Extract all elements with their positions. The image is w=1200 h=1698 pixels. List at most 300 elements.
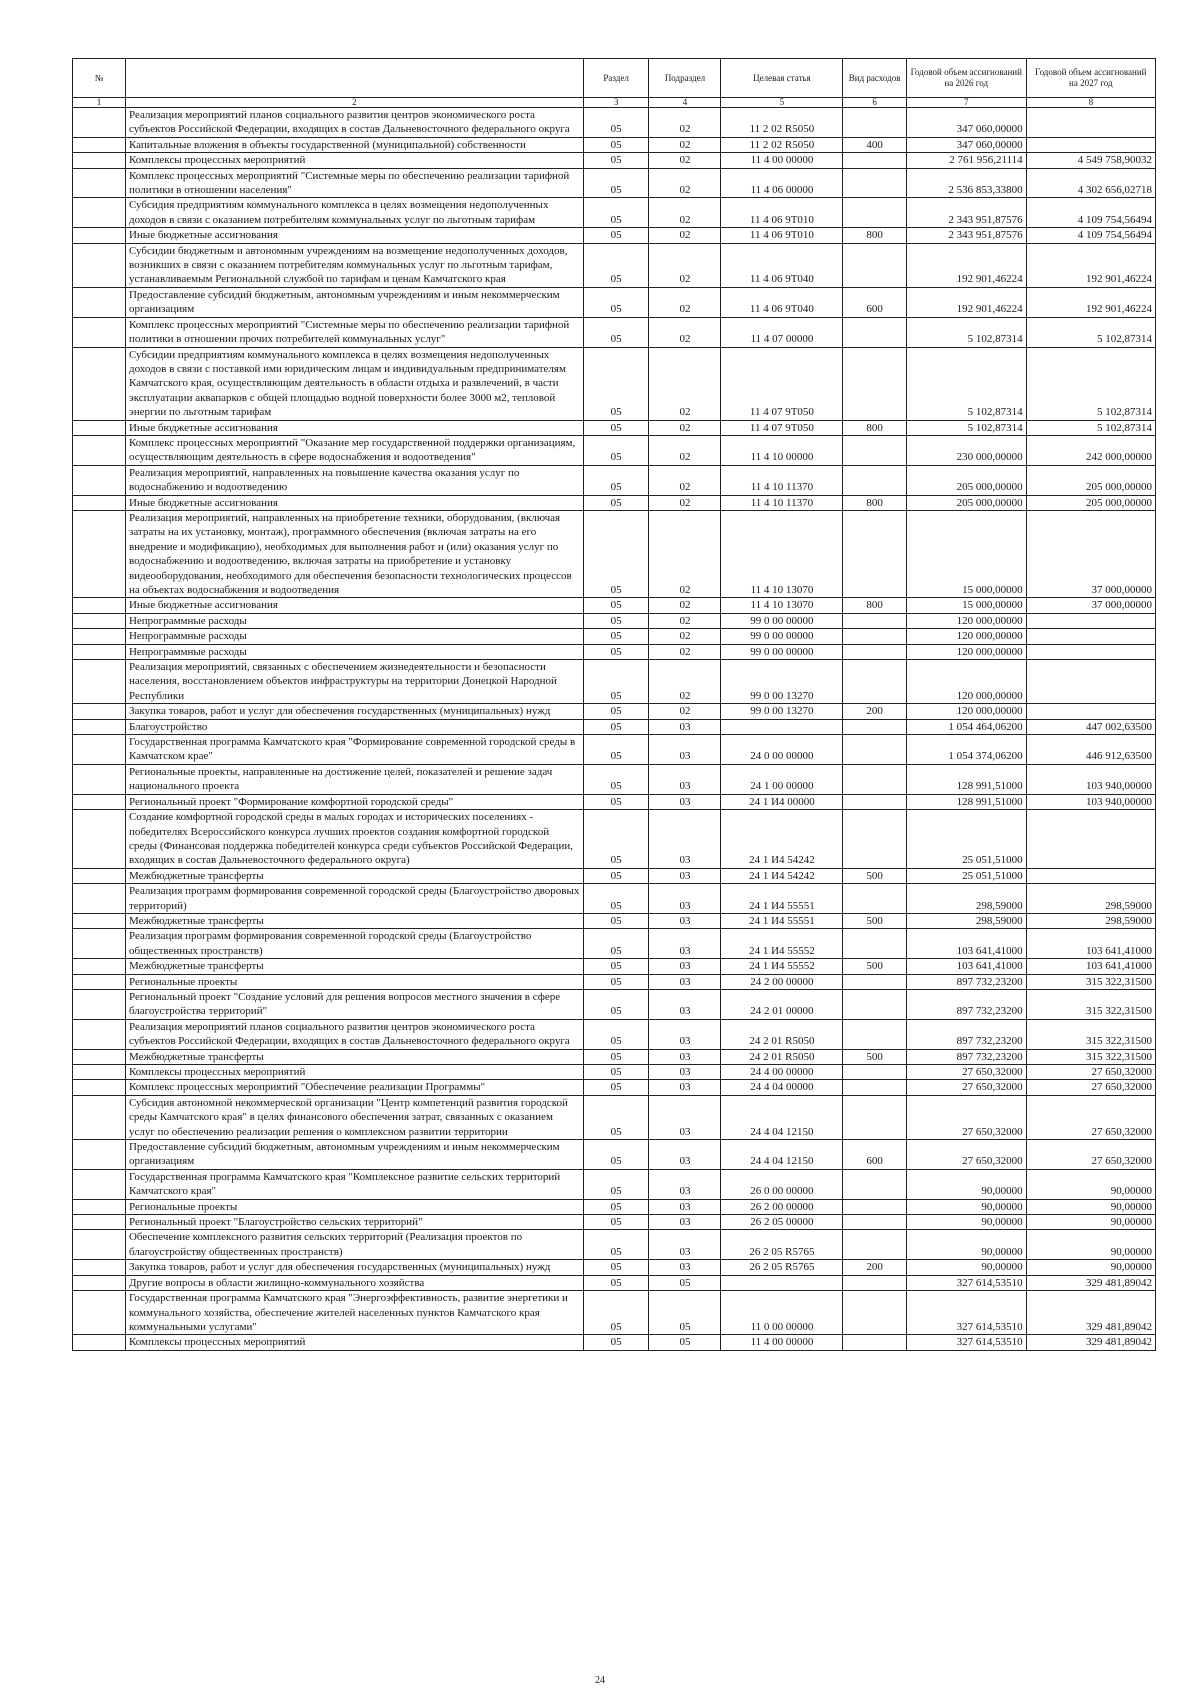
vid-cell: [843, 347, 907, 420]
value-2026-cell: 15 000,00000: [906, 598, 1026, 613]
razdel-cell: 05: [583, 810, 649, 869]
value-2026-cell: 5 102,87314: [906, 420, 1026, 435]
vid-cell: [843, 735, 907, 765]
table-row: [73, 137, 1156, 152]
value-2026-cell: 5 102,87314: [906, 347, 1026, 420]
table-row: [73, 704, 1156, 719]
vid-cell: 200: [843, 704, 907, 719]
col-number: 4: [649, 98, 721, 108]
razdel-cell: 05: [583, 613, 649, 628]
num-cell: [73, 644, 126, 659]
num-cell: [73, 108, 126, 138]
razdel-cell: 05: [583, 764, 649, 794]
num-cell: [73, 1080, 126, 1095]
razdel-cell: 05: [583, 598, 649, 613]
value-2026-cell: 25 051,51000: [906, 868, 1026, 883]
value-2026-cell: 27 650,32000: [906, 1065, 1026, 1080]
name-cell: Субсидия предприятиям коммунального комплекса в целях возмещения недополученных доходов в связи с оказанием потребителям коммунальных услуг по льготным тарифам: [125, 198, 583, 228]
value-2027-cell: 315 322,31500: [1026, 974, 1155, 989]
celevaya-cell: 11 0 00 00000: [721, 1291, 843, 1335]
podrazdel-cell: 02: [649, 108, 721, 138]
name-cell: Реализация мероприятий, направленных на приобретение техники, оборудования, (включая затраты на их установку, монтаж), программного обеспечения (включая затраты на его внедрение и модификацию), необходимых для выполнения работ и (или) оказания услуг по водоснабжению и водоотведению, включая затраты на приобретение и установку видеооборудования, необходимого для обеспечения безопасности технологических процессов на объектах водоснабжения и водоотведения: [125, 510, 583, 597]
value-2027-cell: 315 322,31500: [1026, 1049, 1155, 1064]
value-2026-cell: 2 761 956,21114: [906, 153, 1026, 168]
num-cell: [73, 1230, 126, 1260]
table-row: [73, 1215, 1156, 1230]
name-cell: Благоустройство: [125, 719, 583, 734]
celevaya-cell: 11 4 10 13070: [721, 598, 843, 613]
celevaya-cell: 11 4 06 00000: [721, 168, 843, 198]
col-number: 1: [73, 98, 126, 108]
table-row: [73, 764, 1156, 794]
name-cell: Комплексы процессных мероприятий: [125, 1065, 583, 1080]
value-2027-cell: 447 002,63500: [1026, 719, 1155, 734]
celevaya-cell: 11 4 07 00000: [721, 317, 843, 347]
podrazdel-cell: 02: [649, 347, 721, 420]
vid-cell: 200: [843, 1260, 907, 1275]
razdel-cell: 05: [583, 974, 649, 989]
value-2027-cell: [1026, 704, 1155, 719]
num-cell: [73, 495, 126, 510]
celevaya-cell: 24 4 04 12150: [721, 1095, 843, 1139]
razdel-cell: 05: [583, 868, 649, 883]
name-cell: Реализация мероприятий, направленных на повышение качества оказания услуг по водоснабжению и водоотведению: [125, 465, 583, 495]
table-row: [73, 613, 1156, 628]
razdel-cell: 05: [583, 719, 649, 734]
podrazdel-cell: 03: [649, 1019, 721, 1049]
value-2027-cell: [1026, 868, 1155, 883]
value-2027-cell: 90,00000: [1026, 1230, 1155, 1260]
value-2027-cell: [1026, 613, 1155, 628]
num-cell: [73, 465, 126, 495]
razdel-cell: 05: [583, 794, 649, 809]
celevaya-cell: 24 1 И4 55552: [721, 959, 843, 974]
celevaya-cell: 99 0 00 13270: [721, 660, 843, 704]
celevaya-cell: 24 1 И4 55551: [721, 884, 843, 914]
header-num: №: [73, 59, 126, 98]
podrazdel-cell: 05: [649, 1291, 721, 1335]
value-2026-cell: 15 000,00000: [906, 510, 1026, 597]
value-2026-cell: 327 614,53510: [906, 1291, 1026, 1335]
value-2026-cell: 2 536 853,33800: [906, 168, 1026, 198]
celevaya-cell: 26 2 00 00000: [721, 1199, 843, 1214]
table-row: [73, 629, 1156, 644]
value-2026-cell: 27 650,32000: [906, 1080, 1026, 1095]
table-row: [73, 510, 1156, 597]
podrazdel-cell: 02: [649, 137, 721, 152]
vid-cell: [843, 1215, 907, 1230]
value-2026-cell: 90,00000: [906, 1215, 1026, 1230]
razdel-cell: 05: [583, 465, 649, 495]
name-cell: Комплексы процессных мероприятий: [125, 153, 583, 168]
num-cell: [73, 929, 126, 959]
column-number-row: [73, 98, 1156, 108]
podrazdel-cell: 02: [649, 243, 721, 287]
podrazdel-cell: 03: [649, 959, 721, 974]
table-header-row: [73, 59, 1156, 98]
num-cell: [73, 959, 126, 974]
value-2026-cell: 2 343 951,87576: [906, 198, 1026, 228]
table-row: [73, 989, 1156, 1019]
razdel-cell: 05: [583, 1335, 649, 1350]
vid-cell: [843, 1095, 907, 1139]
vid-cell: [843, 317, 907, 347]
table-row: [73, 794, 1156, 809]
num-cell: [73, 1095, 126, 1139]
name-cell: Межбюджетные трансферты: [125, 959, 583, 974]
table-row: [73, 959, 1156, 974]
num-cell: [73, 794, 126, 809]
celevaya-cell: 99 0 00 00000: [721, 613, 843, 628]
value-2026-cell: 90,00000: [906, 1199, 1026, 1214]
table-row: [73, 1199, 1156, 1214]
celevaya-cell: 99 0 00 13270: [721, 704, 843, 719]
num-cell: [73, 1019, 126, 1049]
table-row: [73, 929, 1156, 959]
razdel-cell: 05: [583, 1199, 649, 1214]
name-cell: Региональные проекты: [125, 1199, 583, 1214]
celevaya-cell: 24 2 00 00000: [721, 974, 843, 989]
num-cell: [73, 719, 126, 734]
vid-cell: 500: [843, 1049, 907, 1064]
celevaya-cell: 24 1 00 00000: [721, 764, 843, 794]
name-cell: Реализация программ формирования современной городской среды (Благоустройство дворовых территорий): [125, 884, 583, 914]
razdel-cell: 05: [583, 420, 649, 435]
page-number: 24: [595, 1675, 605, 1686]
razdel-cell: 05: [583, 1140, 649, 1170]
value-2027-cell: 27 650,32000: [1026, 1080, 1155, 1095]
value-2027-cell: 5 102,87314: [1026, 347, 1155, 420]
razdel-cell: 05: [583, 1275, 649, 1290]
vid-cell: 500: [843, 913, 907, 928]
value-2027-cell: 27 650,32000: [1026, 1095, 1155, 1139]
value-2026-cell: 897 732,23200: [906, 989, 1026, 1019]
table-row: [73, 719, 1156, 734]
podrazdel-cell: 02: [649, 495, 721, 510]
celevaya-cell: 24 1 И4 54242: [721, 810, 843, 869]
razdel-cell: 05: [583, 198, 649, 228]
vid-cell: [843, 929, 907, 959]
value-2027-cell: 5 102,87314: [1026, 420, 1155, 435]
table-row: [73, 317, 1156, 347]
vid-cell: 800: [843, 598, 907, 613]
celevaya-cell: 11 4 10 11370: [721, 465, 843, 495]
razdel-cell: 05: [583, 243, 649, 287]
table-row: [73, 465, 1156, 495]
podrazdel-cell: 03: [649, 1215, 721, 1230]
num-cell: [73, 287, 126, 317]
value-2026-cell: 2 343 951,87576: [906, 228, 1026, 243]
value-2026-cell: 103 641,41000: [906, 959, 1026, 974]
celevaya-cell: 24 2 01 R5050: [721, 1019, 843, 1049]
name-cell: Комплекс процессных мероприятий "Обеспечение реализации Программы": [125, 1080, 583, 1095]
value-2026-cell: 90,00000: [906, 1169, 1026, 1199]
value-2027-cell: 329 481,89042: [1026, 1335, 1155, 1350]
value-2026-cell: 90,00000: [906, 1230, 1026, 1260]
value-2026-cell: 347 060,00000: [906, 137, 1026, 152]
name-cell: Государственная программа Камчатского края "Комплексное развитие сельских территорий Камчатского края": [125, 1169, 583, 1199]
podrazdel-cell: 03: [649, 1140, 721, 1170]
celevaya-cell: 24 1 И4 55551: [721, 913, 843, 928]
razdel-cell: 05: [583, 317, 649, 347]
razdel-cell: 05: [583, 1215, 649, 1230]
name-cell: Реализация мероприятий, связанных с обеспечением жизнедеятельности и безопасности населения, восстановлением объектов инфраструктуры на территории Донецкой Народной Республики: [125, 660, 583, 704]
col-number: 6: [843, 98, 907, 108]
table-row: [73, 884, 1156, 914]
celevaya-cell: 24 4 00 00000: [721, 1065, 843, 1080]
podrazdel-cell: 02: [649, 198, 721, 228]
vid-cell: [843, 153, 907, 168]
value-2027-cell: 4 549 758,90032: [1026, 153, 1155, 168]
vid-cell: [843, 243, 907, 287]
razdel-cell: 05: [583, 1260, 649, 1275]
value-2027-cell: [1026, 810, 1155, 869]
col-number: 7: [906, 98, 1026, 108]
num-cell: [73, 1215, 126, 1230]
table-row: [73, 1291, 1156, 1335]
value-2026-cell: 230 000,00000: [906, 435, 1026, 465]
razdel-cell: 05: [583, 1230, 649, 1260]
celevaya-cell: 24 4 04 00000: [721, 1080, 843, 1095]
vid-cell: [843, 629, 907, 644]
table-row: [73, 153, 1156, 168]
name-cell: Региональный проект "Создание условий для решения вопросов местного значения в сфере благоустройства территорий": [125, 989, 583, 1019]
vid-cell: 400: [843, 137, 907, 152]
header-razdel: Раздел: [583, 59, 649, 98]
name-cell: Комплекс процессных мероприятий "Системные меры по обеспечению реализации тарифной политики в отношении прочих потребителей коммунальных услуг": [125, 317, 583, 347]
num-cell: [73, 1335, 126, 1350]
vid-cell: [843, 660, 907, 704]
podrazdel-cell: 03: [649, 929, 721, 959]
podrazdel-cell: 02: [649, 510, 721, 597]
value-2026-cell: 27 650,32000: [906, 1140, 1026, 1170]
value-2027-cell: 90,00000: [1026, 1260, 1155, 1275]
header-vid: Вид расходов: [843, 59, 907, 98]
vid-cell: [843, 1275, 907, 1290]
podrazdel-cell: 02: [649, 660, 721, 704]
table-row: [73, 420, 1156, 435]
name-cell: Создание комфортной городской среды в малых городах и исторических поселениях - победителях Всероссийского конкурса лучших проектов создания комфортной городской среды (Финансовая поддержка победителей конкурса среди субъектов Российской Федерации, входящих в состав Дальневосточного федерального округа): [125, 810, 583, 869]
value-2026-cell: 205 000,00000: [906, 495, 1026, 510]
podrazdel-cell: 02: [649, 168, 721, 198]
vid-cell: [843, 465, 907, 495]
table-row: [73, 1275, 1156, 1290]
razdel-cell: 05: [583, 153, 649, 168]
razdel-cell: 05: [583, 660, 649, 704]
value-2026-cell: 120 000,00000: [906, 704, 1026, 719]
podrazdel-cell: 03: [649, 1260, 721, 1275]
col-number: 3: [583, 98, 649, 108]
vid-cell: [843, 989, 907, 1019]
vid-cell: [843, 794, 907, 809]
col-number: 5: [721, 98, 843, 108]
num-cell: [73, 1065, 126, 1080]
value-2027-cell: 90,00000: [1026, 1199, 1155, 1214]
value-2027-cell: 192 901,46224: [1026, 243, 1155, 287]
podrazdel-cell: 02: [649, 629, 721, 644]
celevaya-cell: 24 4 04 12150: [721, 1140, 843, 1170]
value-2026-cell: 120 000,00000: [906, 613, 1026, 628]
value-2027-cell: 103 940,00000: [1026, 794, 1155, 809]
num-cell: [73, 884, 126, 914]
name-cell: Капитальные вложения в объекты государственной (муниципальной) собственности: [125, 137, 583, 152]
vid-cell: 500: [843, 868, 907, 883]
name-cell: Закупка товаров, работ и услуг для обеспечения государственных (муниципальных) нужд: [125, 1260, 583, 1275]
value-2027-cell: 298,59000: [1026, 913, 1155, 928]
num-cell: [73, 810, 126, 869]
podrazdel-cell: 05: [649, 1335, 721, 1350]
num-cell: [73, 974, 126, 989]
celevaya-cell: 11 4 07 9Т050: [721, 347, 843, 420]
podrazdel-cell: 03: [649, 989, 721, 1019]
name-cell: Региональный проект "Благоустройство сельских территорий": [125, 1215, 583, 1230]
celevaya-cell: 11 4 00 00000: [721, 153, 843, 168]
budget-table-sheet: [72, 58, 1156, 1351]
num-cell: [73, 868, 126, 883]
name-cell: Государственная программа Камчатского края "Формирование современной городской среды в Камчатском крае": [125, 735, 583, 765]
podrazdel-cell: 02: [649, 153, 721, 168]
celevaya-cell: 26 2 05 R5765: [721, 1260, 843, 1275]
vid-cell: [843, 510, 907, 597]
vid-cell: [843, 1199, 907, 1214]
col-number: 8: [1026, 98, 1155, 108]
podrazdel-cell: 03: [649, 1169, 721, 1199]
podrazdel-cell: 02: [649, 228, 721, 243]
podrazdel-cell: 03: [649, 1230, 721, 1260]
celevaya-cell: 26 2 05 R5765: [721, 1230, 843, 1260]
header-podrazdel: Подраздел: [649, 59, 721, 98]
value-2027-cell: 242 000,00000: [1026, 435, 1155, 465]
table-row: [73, 1080, 1156, 1095]
num-cell: [73, 913, 126, 928]
podrazdel-cell: 03: [649, 1065, 721, 1080]
name-cell: Межбюджетные трансферты: [125, 868, 583, 883]
podrazdel-cell: 03: [649, 1199, 721, 1214]
value-2026-cell: 120 000,00000: [906, 644, 1026, 659]
celevaya-cell: 11 4 00 00000: [721, 1335, 843, 1350]
podrazdel-cell: 03: [649, 810, 721, 869]
value-2026-cell: 25 051,51000: [906, 810, 1026, 869]
podrazdel-cell: 03: [649, 1049, 721, 1064]
podrazdel-cell: 03: [649, 794, 721, 809]
table-row: [73, 108, 1156, 138]
podrazdel-cell: 05: [649, 1275, 721, 1290]
vid-cell: [843, 1019, 907, 1049]
vid-cell: [843, 764, 907, 794]
value-2026-cell: 120 000,00000: [906, 660, 1026, 704]
name-cell: Иные бюджетные ассигнования: [125, 228, 583, 243]
razdel-cell: 05: [583, 644, 649, 659]
celevaya-cell: 11 4 10 11370: [721, 495, 843, 510]
value-2026-cell: 192 901,46224: [906, 243, 1026, 287]
name-cell: Иные бюджетные ассигнования: [125, 420, 583, 435]
value-2027-cell: [1026, 660, 1155, 704]
value-2027-cell: 329 481,89042: [1026, 1291, 1155, 1335]
num-cell: [73, 1260, 126, 1275]
razdel-cell: 05: [583, 735, 649, 765]
value-2026-cell: 347 060,00000: [906, 108, 1026, 138]
vid-cell: 500: [843, 959, 907, 974]
num-cell: [73, 137, 126, 152]
value-2027-cell: 4 302 656,02718: [1026, 168, 1155, 198]
value-2026-cell: 205 000,00000: [906, 465, 1026, 495]
name-cell: Региональные проекты, направленные на достижение целей, показателей и решение задач национального проекта: [125, 764, 583, 794]
vid-cell: 800: [843, 228, 907, 243]
razdel-cell: 05: [583, 989, 649, 1019]
value-2027-cell: 103 940,00000: [1026, 764, 1155, 794]
podrazdel-cell: 03: [649, 974, 721, 989]
vid-cell: [843, 974, 907, 989]
table-row: [73, 495, 1156, 510]
name-cell: Непрограммные расходы: [125, 644, 583, 659]
celevaya-cell: 24 1 И4 55552: [721, 929, 843, 959]
value-2027-cell: 37 000,00000: [1026, 598, 1155, 613]
podrazdel-cell: 02: [649, 704, 721, 719]
value-2026-cell: 90,00000: [906, 1260, 1026, 1275]
name-cell: Государственная программа Камчатского края "Энергоэффективность, развитие энергетики и коммунального хозяйства, обеспечение жителей населенных пунктов Камчатского края коммунальными услугами": [125, 1291, 583, 1335]
value-2027-cell: [1026, 137, 1155, 152]
name-cell: Непрограммные расходы: [125, 613, 583, 628]
table-row: [73, 1230, 1156, 1260]
value-2027-cell: 90,00000: [1026, 1169, 1155, 1199]
vid-cell: 800: [843, 495, 907, 510]
vid-cell: [843, 198, 907, 228]
vid-cell: [843, 613, 907, 628]
name-cell: Реализация программ формирования современной городской среды (Благоустройство общественных пространств): [125, 929, 583, 959]
vid-cell: [843, 108, 907, 138]
value-2027-cell: [1026, 644, 1155, 659]
table-row: [73, 1169, 1156, 1199]
num-cell: [73, 613, 126, 628]
celevaya-cell: 11 2 02 R5050: [721, 137, 843, 152]
vid-cell: [843, 719, 907, 734]
value-2027-cell: 329 481,89042: [1026, 1275, 1155, 1290]
podrazdel-cell: 03: [649, 1080, 721, 1095]
value-2027-cell: 315 322,31500: [1026, 989, 1155, 1019]
num-cell: [73, 660, 126, 704]
name-cell: Обеспечение комплексного развития сельских территорий (Реализация проектов по благоустройству общественных пространств): [125, 1230, 583, 1260]
value-2026-cell: 192 901,46224: [906, 287, 1026, 317]
num-cell: [73, 1140, 126, 1170]
table-row: [73, 1260, 1156, 1275]
celevaya-cell: 11 4 07 9Т050: [721, 420, 843, 435]
num-cell: [73, 1199, 126, 1214]
num-cell: [73, 228, 126, 243]
celevaya-cell: 11 4 06 9Т040: [721, 243, 843, 287]
table-row: [73, 1140, 1156, 1170]
value-2026-cell: 897 732,23200: [906, 1019, 1026, 1049]
podrazdel-cell: 03: [649, 719, 721, 734]
name-cell: Межбюджетные трансферты: [125, 1049, 583, 1064]
value-2027-cell: 446 912,63500: [1026, 735, 1155, 765]
name-cell: Предоставление субсидий бюджетным, автономным учреждениям и иным некоммерческим организациям: [125, 1140, 583, 1170]
num-cell: [73, 1049, 126, 1064]
value-2026-cell: 120 000,00000: [906, 629, 1026, 644]
value-2027-cell: 103 641,41000: [1026, 929, 1155, 959]
value-2026-cell: 128 991,51000: [906, 794, 1026, 809]
razdel-cell: 05: [583, 1065, 649, 1080]
num-cell: [73, 420, 126, 435]
podrazdel-cell: 02: [649, 287, 721, 317]
name-cell: Другие вопросы в области жилищно-коммунального хозяйства: [125, 1275, 583, 1290]
value-2027-cell: 192 901,46224: [1026, 287, 1155, 317]
name-cell: Реализация мероприятий планов социального развития центров экономического роста субъектов Российской Федерации, входящих в состав Дальневосточного федерального округа: [125, 1019, 583, 1049]
podrazdel-cell: 02: [649, 317, 721, 347]
value-2026-cell: 897 732,23200: [906, 974, 1026, 989]
num-cell: [73, 510, 126, 597]
podrazdel-cell: 03: [649, 884, 721, 914]
col-number: 2: [125, 98, 583, 108]
